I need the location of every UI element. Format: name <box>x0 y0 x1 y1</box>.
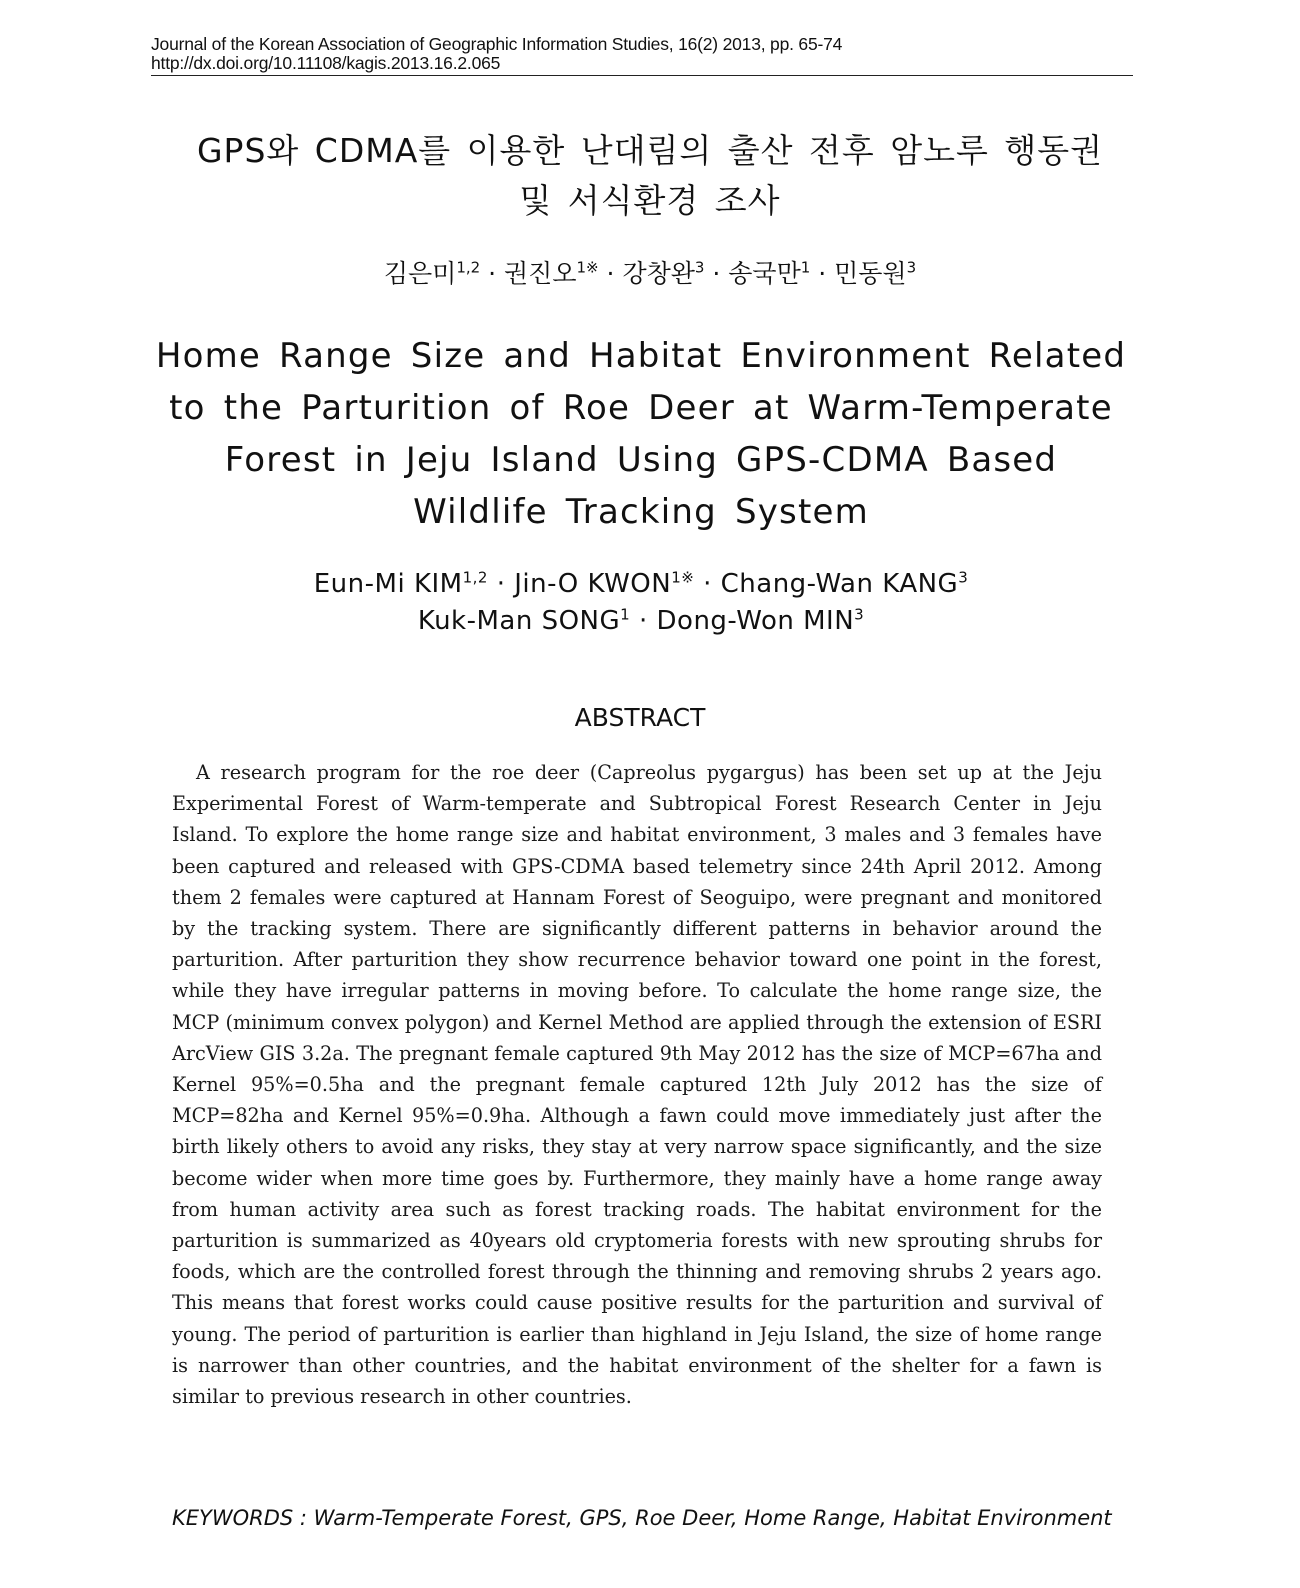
author-affiliation-mark: 3 <box>694 258 705 277</box>
english-title-line-3: Forest in Jeju Island Using GPS-CDMA Based <box>224 440 1058 480</box>
english-title-line-1: Home Range Size and Habitat Environment Related <box>155 336 1127 376</box>
english-authors <box>140 566 1142 640</box>
english-authors-line-2 <box>140 603 1142 640</box>
korean-title <box>140 126 1160 226</box>
author-affiliation-mark: 1,2 <box>462 568 488 587</box>
abstract-body: A research program for the roe deer (Capreolus pygargus) has been set up at the Jeju Experimental Forest of Warm-temperate and Subtropical Forest Research Center in Jeju Island. To explore the home range size and habitat environment, 3 males and 3 females have been captured and released with GPS-CDMA based telemetry since 24th April 2012. Among them 2 females were captured at Hannam Forest of Seoguipo, were pregnant and monitored by the tracking system. There are significantly different patterns in behavior around the parturition. After parturition they show recurrence behavior toward one point in the forest, while they have irregular patterns in moving before. To calculate the home range size, the MCP (minimum convex polygon) and Kernel Method are applied through the extension of ESRI ArcView GIS 3.2a. The pregnant female captured 9th May 2012 has the size of MCP=67ha and Kernel 95%=0.5ha and the pregnant female captured 12th July 2012 has the size of MCP=82ha and Kernel 95%=0.9ha. Although a fawn could move immediately just after the birth likely others to avoid any risks, they stay at very narrow space significantly, and the size become wider when more time goes by. Furthermore, they mainly have a home range away from human activity area such as forest tracking roads. The habitat environment for the parturition is summarized as 40years old cryptomeria forests with new sprouting shrubs for foods, which are the controlled forest through the thinning and removing shrubs 2 years ago. This means that forest works could cause positive results for the parturition and survival of young. The period of parturition is earlier than highland in Jeju Island, the size of home range is narrower than other countries, and the habitat environment of the shelter for a fawn is similar to previous research in other countries. <box>172 761 1102 1409</box>
author-separator: · <box>598 259 623 288</box>
english-author-name: Jin-O KWON <box>514 569 672 599</box>
english-title-line-2: to the Parturition of Roe Deer at Warm-Temperate <box>169 388 1113 428</box>
author-affiliation-mark: 1※ <box>671 568 695 587</box>
author-separator: · <box>810 259 835 288</box>
author-separator: · <box>630 606 657 636</box>
author-affiliation-mark: 1 <box>620 605 631 624</box>
author-separator: · <box>480 259 505 288</box>
english-authors-line-1 <box>140 566 1142 603</box>
english-author-name: Eun-Mi KIM <box>313 569 463 599</box>
korean-author-name: 권진오 <box>504 259 577 288</box>
author-affiliation-mark: 3 <box>906 258 917 277</box>
keywords: KEYWORDS : Warm-Temperate Forest, GPS, Roe Deer, Home Range, Habitat Environment <box>172 1506 1112 1530</box>
english-title-line-4: Wildlife Tracking System <box>413 492 869 532</box>
doi-link[interactable]: http://dx.doi.org/10.11108/kagis.2013.16.2.065 <box>151 53 501 73</box>
journal-citation: Journal of the Korean Association of Geographic Information Studies, 16(2) 2013, pp. 65-74 <box>151 34 843 54</box>
english-title <box>140 330 1142 538</box>
author-affiliation-mark: 1 <box>800 258 811 277</box>
author-separator: · <box>704 259 729 288</box>
korean-title-line-1: GPS와 CDMA를 이용한 난대림의 출산 전후 암노루 행동권 <box>196 131 1104 170</box>
author-separator: · <box>694 569 721 599</box>
korean-title-line-2: 및 서식환경 조사 <box>519 181 781 220</box>
korean-author-name: 송국만 <box>728 259 801 288</box>
abstract-heading: ABSTRACT <box>574 703 706 732</box>
author-affiliation-mark: 1※ <box>576 258 599 277</box>
korean-authors <box>140 255 1160 293</box>
journal-header <box>151 35 1133 76</box>
english-author-name: Chang-Wan KANG <box>720 569 959 599</box>
author-affiliation-mark: 1,2 <box>456 258 481 277</box>
author-affiliation-mark: 3 <box>854 605 865 624</box>
english-author-name: Dong-Won MIN <box>656 606 855 636</box>
korean-author-name: 민동원 <box>834 259 907 288</box>
author-affiliation-mark: 3 <box>958 568 969 587</box>
korean-author-name: 강창완 <box>622 259 695 288</box>
english-author-name: Kuk-Man SONG <box>417 606 621 636</box>
korean-author-name: 김은미 <box>383 259 457 288</box>
author-separator: · <box>487 569 515 599</box>
